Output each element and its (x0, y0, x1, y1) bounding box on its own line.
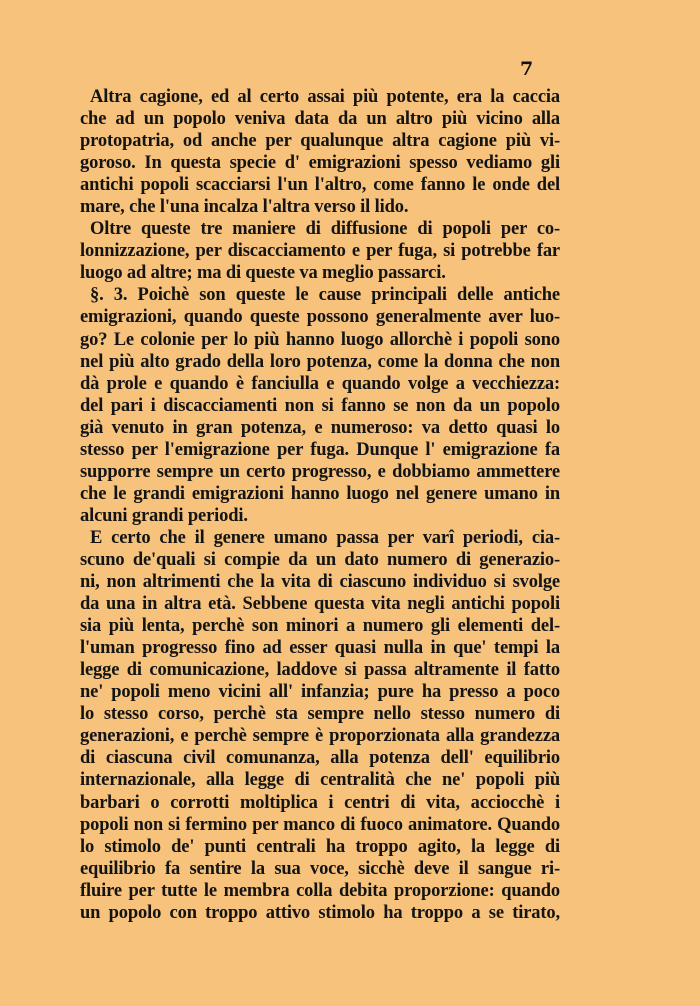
text-line: fluire per tutte le membra colla debita proporzione: quando (80, 880, 560, 901)
text-line: antichi popoli scacciarsi l'un l'altro, come fanno le onde del (80, 175, 560, 196)
text-line: l'uman progresso fino ad esser quasi nulla in que' tempi la (80, 638, 560, 659)
text-line: dà prole e quando è fanciulla e quando volge a vecchiezza: (80, 373, 560, 394)
text-line: emigrazioni, quando queste possono generalmente aver luo- (80, 307, 560, 328)
text-line: Altra cagione, ed al certo assai più potente, era la caccia (90, 87, 560, 107)
text-line: di ciascuna civil comunanza, alla potenza dell' equilibrio (80, 748, 560, 769)
text-line: Oltre queste tre maniere di diffusione di popoli per co- (90, 219, 560, 240)
text-line: goroso. In questa specie d' emigrazioni spesso vediamo gli (80, 153, 560, 174)
text-line: già venuto in gran potenza, e numeroso: va detto quasi lo (80, 417, 560, 438)
text-line: sia più lenta, perchè son minori a numero gli elementi del- (80, 616, 560, 637)
text-line: lo stesso corso, perchè sta sempre nello stesso numero di (80, 704, 560, 725)
text-line: del pari i discacciamenti non si fanno se non da un popolo (80, 395, 560, 416)
text-line: mare, che l'una incalza l'altra verso il lido. (80, 197, 409, 218)
text-line: luogo ad altre; ma di queste va meglio passarci. (80, 263, 446, 284)
text-line: generazioni, e perchè sempre è proporzionata alla grandezza (80, 726, 560, 747)
text-line: internazionale, alla legge di centralità che ne' popoli più (80, 770, 560, 791)
text-line: go? Le colonie per lo più hanno luogo allorchè i popoli sono (80, 329, 560, 350)
text-line: un popolo con troppo attivo stimolo ha troppo a se tirato, (80, 902, 560, 923)
text-line: E certo che il genere umano passa per varî periodi, cia- (90, 527, 560, 548)
text-line: §. 3. Poichè son queste le cause principali delle antiche (90, 285, 560, 306)
text-line: lo stimolo de' punti centrali ha troppo agito, la legge di (80, 836, 560, 857)
text-line: alcuni grandi periodi. (80, 505, 248, 526)
text-line: ni, non altrimenti che la vita di ciascuno individuo si svolge (80, 572, 560, 593)
text-line: ne' popoli meno vicini all' infanzia; pure ha presso a poco (80, 682, 560, 703)
text-line: che le grandi emigrazioni hanno luogo nel genere umano in (80, 483, 560, 504)
text-line: stesso per l'emigrazione per fuga. Dunque l' emigrazione fa (80, 439, 560, 460)
text-line: popoli non si fermino per manco di fuoco animatore. Quando (80, 814, 560, 835)
text-line: nel più alto grado della loro potenza, come la donna che non (80, 351, 560, 372)
body-text (80, 86, 560, 924)
page-number: 7 (520, 58, 534, 80)
text-line: che ad un popolo veniva data da un altro più vicino alla (80, 109, 560, 130)
text-line: da una in altra età. Sebbene questa vita negli antichi popoli (80, 594, 560, 615)
text-line: legge di comunicazione, laddove si passa altramente il fatto (80, 660, 560, 681)
text-line: lonnizzazione, per discacciamento e per fuga, si potrebbe far (80, 241, 560, 262)
text-line: supporre sempre un certo progresso, e dobbiamo ammettere (80, 461, 560, 482)
text-line: protopatria, od anche per qualunque altra cagione più vi- (80, 131, 560, 152)
text-line: scuno de'quali si compie da un dato numero di generazio- (80, 549, 560, 570)
text-line: barbari o corrotti moltiplica i centri di vita, acciocchè i (80, 792, 560, 813)
text-line: equilibrio fa sentire la sua voce, sicchè deve il sangue ri- (80, 858, 560, 879)
